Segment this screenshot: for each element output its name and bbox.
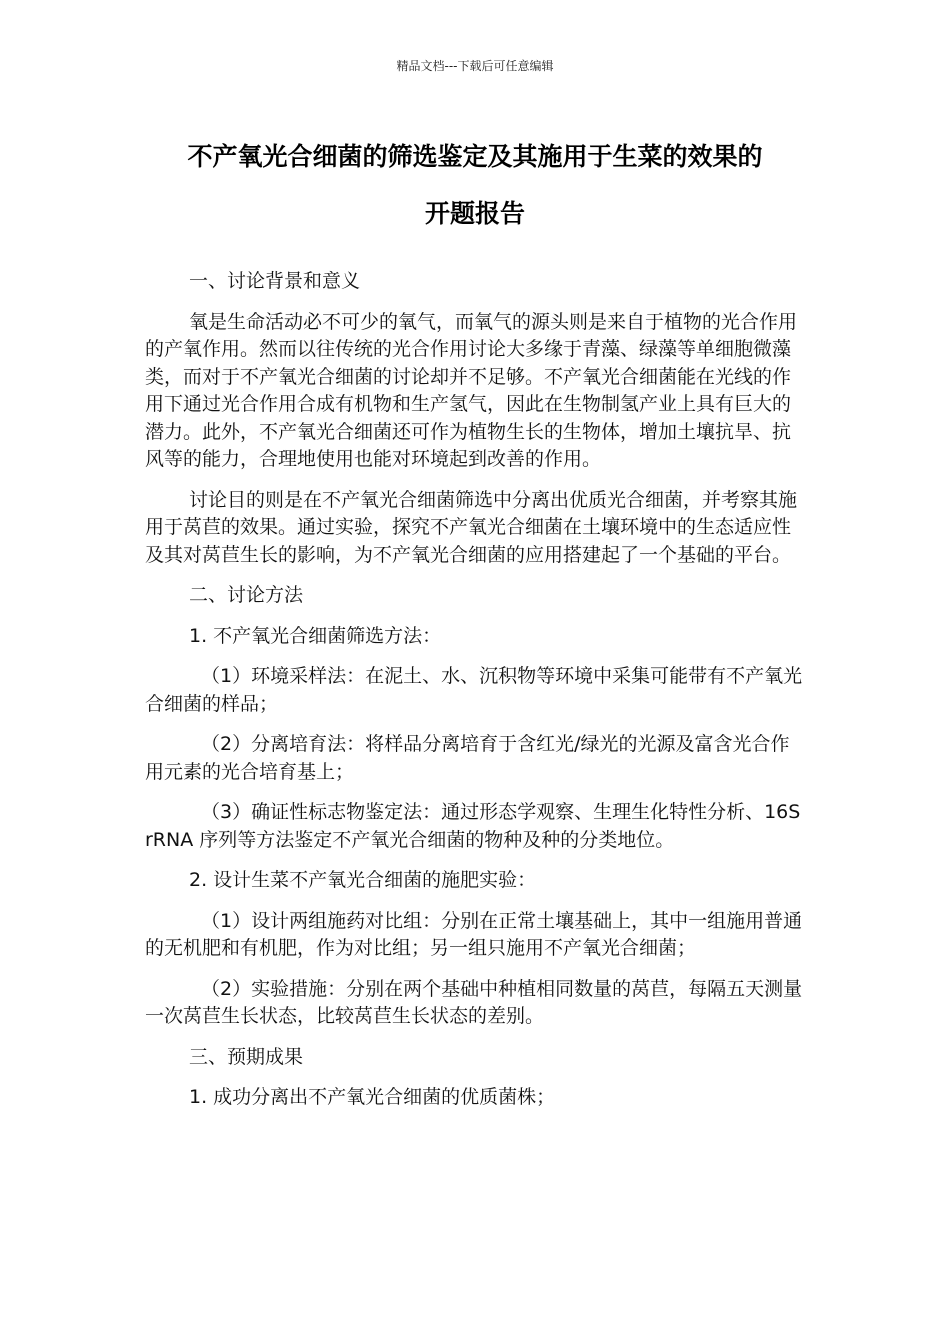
section-heading-background: 一、讨论背景和意义 xyxy=(189,270,361,292)
document-body xyxy=(145,268,807,1125)
list-item-sampling: （1）环境采样法：在泥土、水、沉积物等环境中采集可能带有不产氧光合细菌的样品； xyxy=(145,665,803,715)
title-line-1: 不产氧光合细菌的筛选鉴定及其施用于生菜的效果的 xyxy=(187,142,763,171)
subheading-fertilization-experiment: 2. 设计生菜不产氧光合细菌的施肥实验： xyxy=(189,869,537,891)
list-item-isolation: （2）分离培育法：将样品分离培育于含红光/绿光的光源及富含光合作用元素的光合培育基上； xyxy=(145,733,790,783)
title-line-2: 开题报告 xyxy=(424,199,525,228)
section-heading-expected-results: 三、预期成果 xyxy=(189,1045,304,1068)
paragraph-purpose: 讨论目的则是在不产氧光合细菌筛选中分离出优质光合细菌，并考察其施用于莴苣的效果。通过实验，探究不产氧光合细菌在土壤环境中的生态适应性及其对莴苣生长的影响，为不产氧光合细菌的应用搭建起了一个基础的平台。 xyxy=(145,488,798,566)
list-item-experiment-measures: （2）实验措施：分别在两个基础中种植相同数量的莴苣，每隔五天测量一次莴苣生长状态，比较莴苣生长状态的差别。 xyxy=(145,977,803,1027)
subheading-screening-methods: 1. 不产氧光合细菌筛选方法： xyxy=(189,624,442,647)
document-title xyxy=(120,128,830,242)
section-heading-methods: 二、讨论方法 xyxy=(189,584,304,606)
paragraph-background: 氧是生命活动必不可少的氧气，而氧气的源头则是来自于植物的光合作用的产氧作用。然而以往传统的光合作用讨论大多缘于青藻、绿藻等单细胞微藻类，而对于不产氧光合细菌的讨论却并不足够。不产氧光合细菌能在光线的作用下通过光合作用合成有机物和生产氢气，因此在生物制氢产业上具有巨大的潜力。此外，不产氧光合细菌还可作为植物生长的生物体，增加土壤抗旱、抗风等的能力，合理地使用也能对环境起到改善的作用。 xyxy=(145,310,798,470)
list-item-control-groups: （1）设计两组施药对比组：分别在正常土壤基础上，其中一组施用普通的无机肥和有机肥，作为对比组；另一组只施用不产氧光合细菌； xyxy=(145,909,803,959)
page-header: 精品文档---下载后可任意编辑 xyxy=(396,59,554,73)
list-item-expected-result-1: 1. 成功分离出不产氧光合细菌的优质菌株； xyxy=(189,1086,556,1108)
list-item-identification: （3）确证性标志物鉴定法：通过形态学观察、生理生化特性分析、16S rRNA 序列等方法鉴定不产氧光合细菌的物种及种的分类地位。 xyxy=(145,801,801,851)
